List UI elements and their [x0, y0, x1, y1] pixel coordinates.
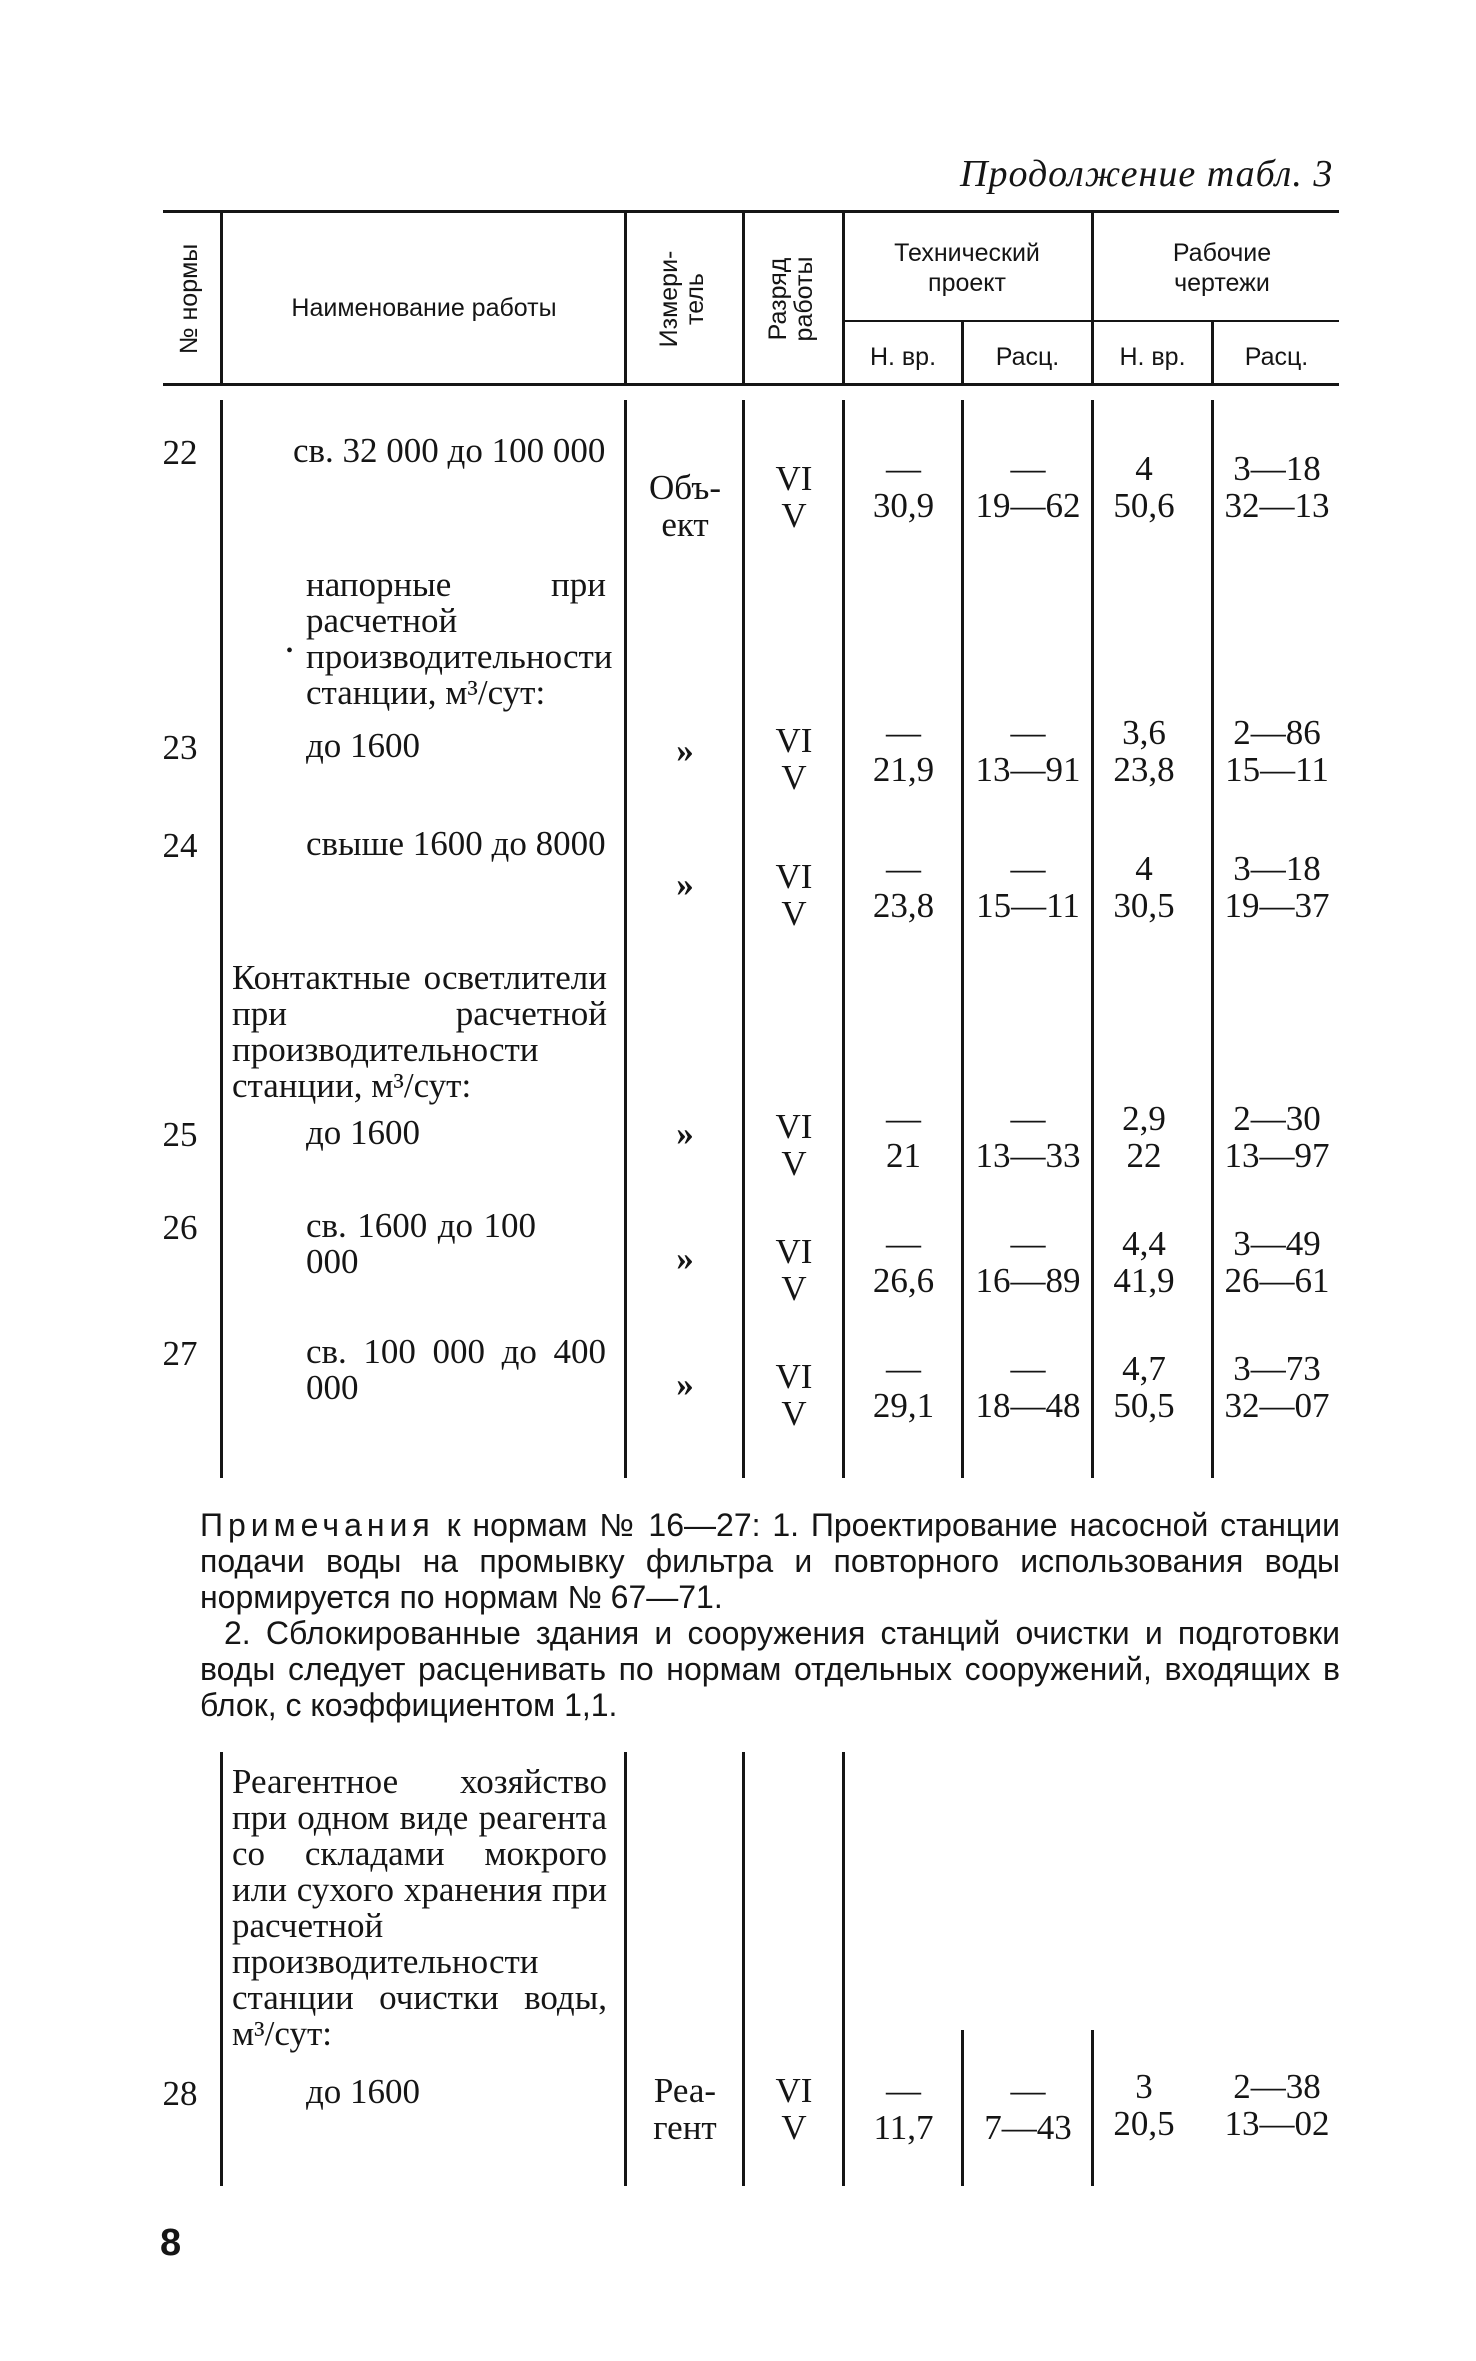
row-tech-rate: — 19—62: [975, 449, 1081, 525]
row-unit: Реа- гент: [653, 2071, 717, 2147]
row-work-rate: 3—18 19—37: [1224, 849, 1330, 925]
note-paragraph-1: [200, 1507, 1340, 1615]
body-vline-2: [624, 400, 627, 1478]
row-name: до 1600: [306, 726, 421, 765]
row-work-time: 4,4 41,9: [1113, 1224, 1175, 1300]
header-grade: Разряд работы: [764, 256, 818, 342]
header-tech-rate: Расц.: [995, 343, 1060, 371]
row-work-time: 3 20,5: [1113, 2067, 1175, 2143]
row-work-time: 3,6 23,8: [1113, 713, 1175, 789]
row-name: св. 32 000 до 100 000: [293, 431, 606, 470]
body-vline-3: [742, 400, 745, 1478]
row-unit: »: [676, 731, 694, 770]
header-work-rate: Расц.: [1244, 343, 1309, 371]
body-vline-7: [1211, 400, 1214, 1478]
lower-vline-5: [961, 2030, 964, 2186]
note-paragraph-2: [200, 1615, 1340, 1723]
row-grade: VI V: [775, 1232, 813, 1308]
row-number: 25: [162, 1115, 198, 1154]
row-number: 26: [162, 1208, 198, 1247]
lower-vline-2: [624, 1752, 627, 2186]
header-bottom-rule: [163, 383, 1339, 386]
header-work-time: Н. вр.: [1119, 343, 1186, 371]
row-unit: »: [676, 1365, 694, 1404]
row-number: 22: [162, 433, 198, 472]
row-work-rate: 3—18 32—13: [1224, 449, 1330, 525]
row-tech-rate: — 15—11: [976, 849, 1080, 925]
bullet-mark: •: [286, 640, 294, 662]
row-unit: »: [676, 1114, 694, 1153]
row-work-rate: 2—86 15—11: [1225, 713, 1329, 789]
group-heading-reagent: Реагентное хозяйство при одном виде реагента со складами мокрого или сухого хранения при расчетной производительности станции очистки воды, м³/сут:: [232, 1762, 607, 2053]
row-grade: VI V: [775, 857, 813, 933]
row-tech-rate: — 16—89: [975, 1224, 1081, 1300]
row-grade: VI V: [775, 2071, 813, 2147]
header-norm-number: № нормы: [175, 243, 203, 355]
lower-vline-6: [1091, 2030, 1094, 2186]
notes-block: [200, 1507, 1340, 1723]
notes-label: Примечания: [200, 1507, 435, 1543]
body-vline-5: [961, 400, 964, 1478]
row-number: 23: [162, 728, 198, 767]
row-name: до 1600: [306, 2072, 421, 2111]
row-name: св. 1600 до 100 000: [306, 1206, 536, 1281]
row-work-rate: 3—73 32—07: [1224, 1349, 1330, 1425]
header-working-drawings: Рабочие чертежи: [1172, 239, 1272, 297]
row-number: 28: [162, 2074, 198, 2113]
row-grade: VI V: [775, 1107, 813, 1183]
row-work-rate: 2—38 13—02: [1224, 2067, 1330, 2143]
header-vline-1: [220, 210, 223, 386]
row-unit: »: [676, 865, 694, 904]
body-vline-6: [1091, 400, 1094, 1478]
row-tech-rate: — 7—43: [984, 2071, 1072, 2147]
row-tech-time: — 11,7: [873, 2071, 934, 2147]
row-tech-rate: — 13—33: [975, 1099, 1081, 1175]
row-tech-time: — 30,9: [872, 449, 935, 525]
row-grade: VI V: [775, 721, 813, 797]
lower-vline-1: [220, 1752, 223, 2186]
body-vline-4: [842, 400, 845, 1478]
row-tech-rate: — 18—48: [975, 1349, 1081, 1425]
row-name: св. 100 000 до 400 000: [306, 1332, 606, 1407]
row-name: до 1600: [306, 1113, 421, 1152]
row-work-time: 2,9 22: [1122, 1099, 1166, 1175]
header-top-rule: [163, 210, 1339, 213]
row-number: 24: [162, 826, 198, 865]
row-grade: VI V: [775, 1357, 813, 1433]
row-tech-time: — 26,6: [872, 1224, 935, 1300]
row-tech-time: — 21,9: [872, 713, 935, 789]
row-work-rate: 2—30 13—97: [1224, 1099, 1330, 1175]
row-work-time: 4,7 50,5: [1113, 1349, 1175, 1425]
lower-vline-3: [742, 1752, 745, 2186]
body-vline-1: [220, 400, 223, 1478]
row-work-time: 4 30,5: [1113, 849, 1175, 925]
row-unit: »: [676, 1239, 694, 1278]
group-heading-contact: Контактные осветлители при расчетной производительности станции, м³/сут:: [232, 958, 607, 1105]
note-2-text: 2. Сблокированные здания и сооружения станций очистки и подготовки воды следует расценивать по нормам отдельных сооружений, входящих в блок, с коэффициентом 1,1.: [200, 1615, 1340, 1723]
lower-vline-4: [842, 1752, 845, 2186]
header-unit: Измери- тель: [655, 250, 709, 348]
row-work-time: 4 50,6: [1113, 449, 1175, 525]
header-work-name: Наименование работы: [291, 294, 557, 322]
row-grade: VI V: [775, 459, 813, 535]
row-tech-time: — 21: [886, 1099, 921, 1175]
note-1-text: к нормам № 16—27: 1. Проектирование насосной станции подачи воды на промывку фильтра и повторного использования воды нормируется по нормам № 67—71.: [200, 1507, 1341, 1615]
table-caption: Продолжение табл. 3: [960, 153, 1334, 195]
group-heading-pressure: напорные при расчетной производительности станции, м³/сут:: [306, 565, 613, 712]
row-number: 27: [162, 1334, 198, 1373]
page-number: 8: [160, 2222, 182, 2264]
header-tech-time: Н. вр.: [869, 343, 937, 371]
row-tech-rate: — 13—91: [975, 713, 1081, 789]
row-tech-time: — 29,1: [872, 1349, 935, 1425]
header-vline-2: [624, 210, 627, 386]
row-tech-time: — 23,8: [872, 849, 935, 925]
row-work-rate: 3—49 26—61: [1224, 1224, 1330, 1300]
row-name: свыше 1600 до 8000: [306, 824, 606, 863]
row-unit: Объ- ект: [649, 468, 721, 544]
header-technical-project: Технический проект: [894, 239, 1040, 297]
header-vline-3: [742, 210, 745, 386]
